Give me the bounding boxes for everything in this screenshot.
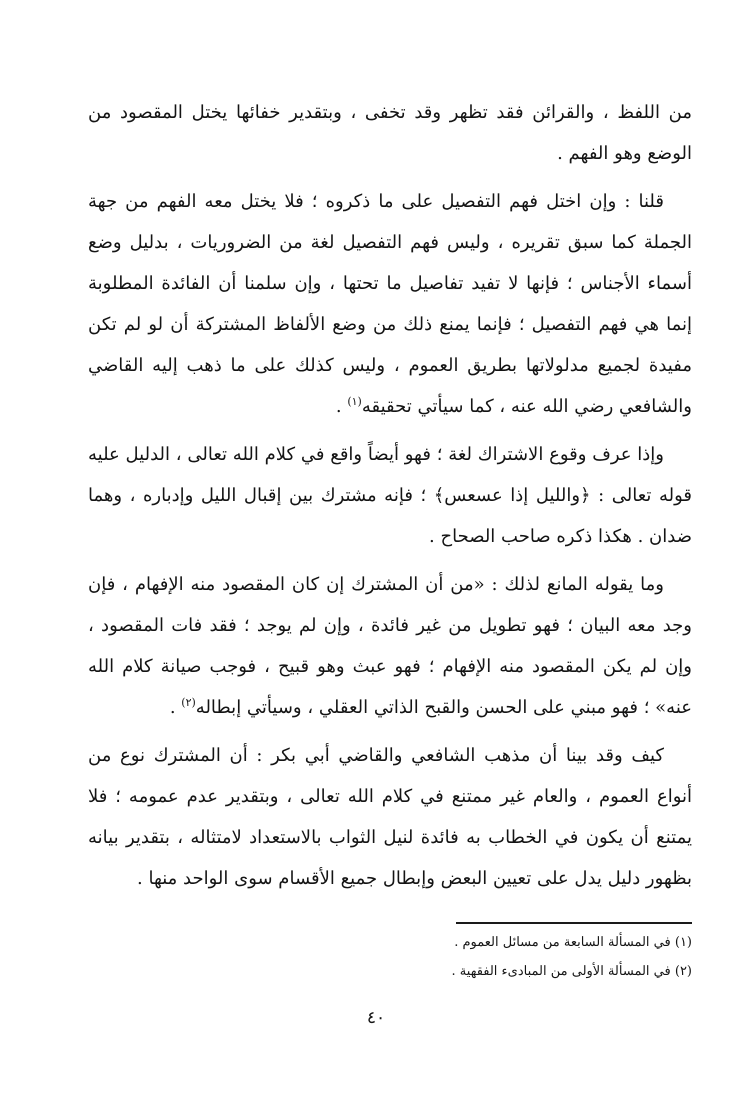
paragraph-5: كيف وقد بينا أن مذهب الشافعي والقاضي أبي بكر : أن المشترك نوع من أنواع العموم ، والعام غير ممتنع في كلام الله تعالى ، وبتقدير عدم عمومه ؛ فلا يمتنع أن يكون في الخطاب به فائدة لنيل الثواب بالاستعداد لامتثاله ، بتقدير بيانه بظهور دليل يدل على تعيين البعض وإبطال جميع الأقسام سوى الواحد منها . xyxy=(88,745,692,889)
main-text xyxy=(88,92,692,906)
paragraph-4: وما يقوله المانع لذلك : «من أن المشترك إن كان المقصود منه الإفهام ، فإن وجد معه البيان ؛ فهو تطويل من غير فائدة ، وإن لم يوجد ؛ فقد فات المقصود ، وإن لم يكن المقصود منه الإفهام ؛ فهو عبث وهو قبيح ، فوجب صيانة كلام الله عنه» ؛ فهو مبني على الحسن والقبح الذاتي العقلي ، وسيأتي إبطاله$^{(٢)}$ . xyxy=(88,574,692,718)
footnote-2: (٢) في المسألة الأولى من المبادىء الفقهية . xyxy=(451,964,692,979)
paragraph-2: قلنا : وإن اختل فهم التفصيل على ما ذكروه ؛ فلا يختل معه الفهم من جهة الجملة كما سبق تقريره ، وليس فهم التفصيل لغة من الضروريات ، بدليل وضع أسماء الأجناس ؛ فإنها لا تفيد تفاصيل ما تحتها ، وإن سلمنا أن الفائدة المطلوبة إنما هي فهم التفصيل ؛ فإنما يمنع ذلك من وضع الألفاظ المشتركة أن لو لم تكن مفيدة لجميع مدلولاتها بطريق العموم ، وليس كذلك على ما ذهب إليه القاضي والشافعي رضي الله عنه ، كما سيأتي تحقيقه$^{(١)}$ . xyxy=(88,191,692,417)
footnote-1: (١) في المسألة السابعة من مسائل العموم . xyxy=(454,935,692,950)
footnote-ref-2: (٢) xyxy=(181,696,196,709)
footnote-ref-1: (١) xyxy=(347,395,362,408)
paragraph-1: من اللفظ ، والقرائن فقد تظهر وقد تخفى ، وبتقدير خفائها يختل المقصود من الوضع وهو الفهم . xyxy=(88,102,692,164)
footnotes xyxy=(300,928,692,986)
paragraph-3: وإذا عرف وقوع الاشتراك لغة ؛ فهو أيضاً واقع في كلام الله تعالى ، الدليل عليه قوله تعالى : ﴿والليل إذا عسعس﴾ ؛ فإنه مشترك بين إقبال الليل وإدباره ، وهما ضدان . هكذا ذكره صاحب الصحاح . xyxy=(88,444,692,547)
page-number: ٤٠ xyxy=(366,1008,386,1028)
footnote-divider xyxy=(456,922,692,924)
